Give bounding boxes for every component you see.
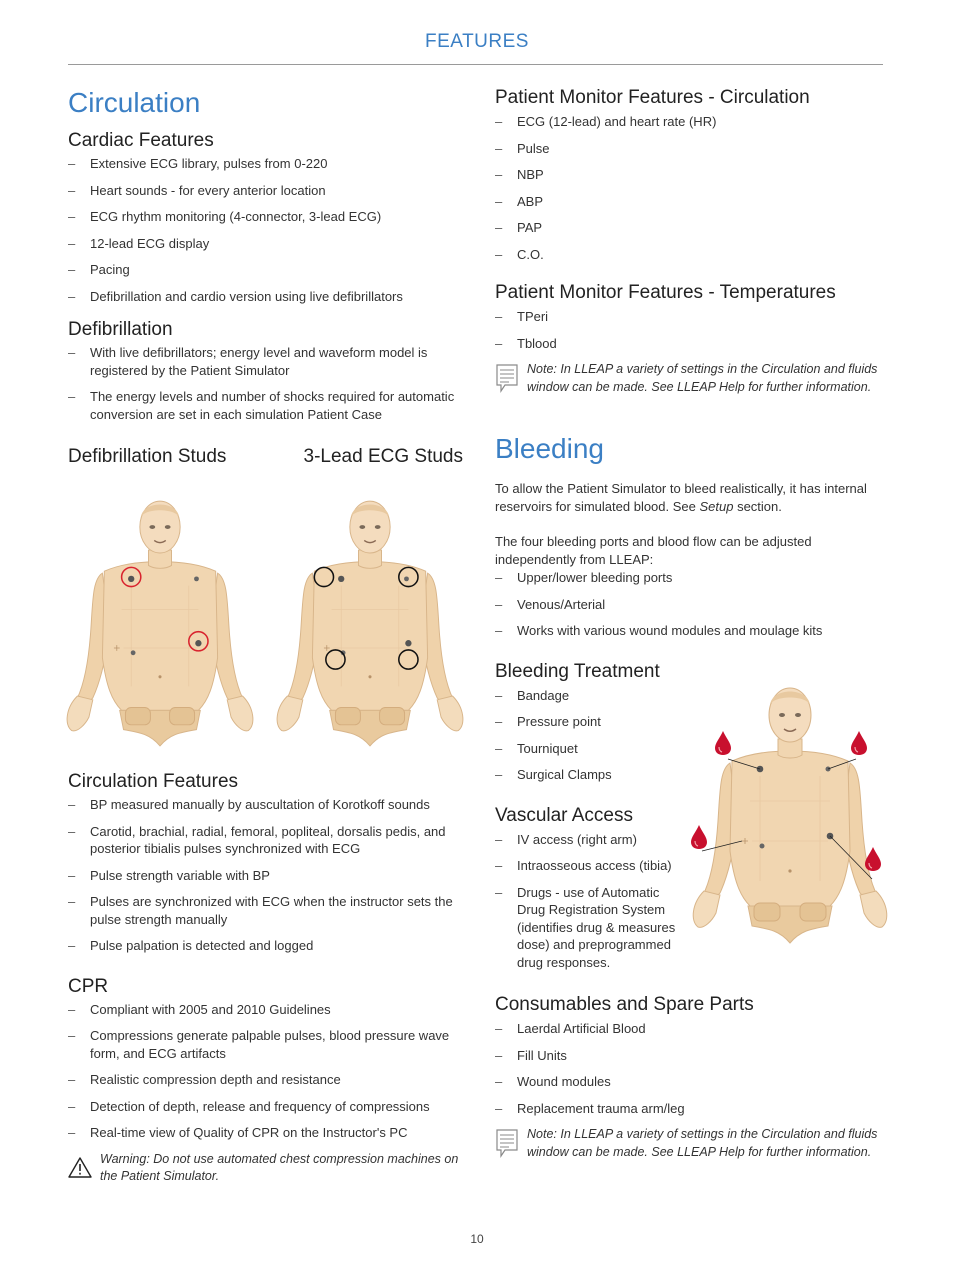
header-divider: [68, 64, 883, 65]
list-item: – With live defibrillators; energy level and waveform model is registered by the Patient Simulator: [68, 344, 463, 379]
note-icon: [495, 1128, 519, 1158]
bleeding-intro-setup: Setup: [699, 499, 734, 514]
page-number: 10: [470, 1232, 484, 1246]
list-item: – 12-lead ECG display: [68, 235, 463, 253]
defibrillation-studs-figure: [64, 488, 256, 760]
list-item: – Tourniquet: [495, 740, 885, 758]
list-item: – ABP: [495, 193, 885, 211]
list-item: – Laerdal Artificial Blood: [495, 1020, 885, 1038]
defibrillation-list: [68, 344, 463, 423]
manikin-image: [64, 488, 256, 760]
list-item: – Drugs - use of Automatic Drug Registration System (identifies drug & measures dose) and preprogrammed drug responses.: [495, 884, 680, 972]
list-item: – Heart sounds - for every anterior location: [68, 182, 463, 200]
cpr-warning: [68, 1151, 463, 1186]
monitor-note-text: Note: In LLEAP a variety of settings in the Circulation and fluids window can be made. See LLEAP Help for further information.: [527, 362, 878, 394]
bleeding-intro: [495, 480, 885, 516]
list-item: – Fill Units: [495, 1047, 885, 1065]
monitor-circulation-heading: Patient Monitor Features - Circulation: [495, 87, 810, 108]
list-item: – Pulses are synchronized with ECG when the instructor sets the pulse strength manually: [68, 893, 463, 928]
list-item: – Upper/lower bleeding ports: [495, 569, 885, 587]
list-item: – Realistic compression depth and resistance: [68, 1071, 463, 1089]
list-item: – Intraosseous access (tibia): [495, 857, 680, 875]
list-item: – BP measured manually by auscultation of Korotkoff sounds: [68, 796, 463, 814]
cpr-heading: CPR: [68, 975, 109, 997]
manikin-image: [274, 488, 466, 760]
monitor-temperatures-list: [495, 308, 885, 352]
vascular-access-heading: Vascular Access: [495, 804, 633, 826]
circulation-title: Circulation: [68, 87, 201, 118]
list-item: – Tblood: [495, 335, 885, 353]
monitor-note: [495, 361, 885, 396]
list-item: – Extensive ECG library, pulses from 0-220: [68, 155, 463, 173]
warning-text: Warning: Do not use automated chest compression machines on the Patient Simulator.: [100, 1151, 459, 1183]
bleeding-note-text: Note: In LLEAP a variety of settings in the Circulation and fluids window can be made. See LLEAP Help for further information.: [527, 1127, 878, 1159]
cardiac-features-list: [68, 155, 463, 305]
list-item: – Detection of depth, release and frequency of compressions: [68, 1098, 463, 1116]
list-item: – NBP: [495, 166, 885, 184]
circulation-features-heading: Circulation Features: [68, 771, 239, 792]
list-item: – C.O.: [495, 246, 885, 264]
note-icon: [495, 363, 519, 393]
list-item: – TPeri: [495, 308, 885, 326]
defibrillation-heading: Defibrillation: [68, 319, 173, 340]
list-item: – Works with various wound modules and moulage kits: [495, 622, 885, 640]
consumables-heading: Consumables and Spare Parts: [495, 994, 754, 1015]
list-item: – ECG (12-lead) and heart rate (HR): [495, 113, 885, 131]
list-item: – Venous/Arterial: [495, 596, 885, 614]
list-item: – Pressure point: [495, 713, 885, 731]
bleeding-treatment-heading: Bleeding Treatment: [495, 660, 660, 682]
list-item: – Pacing: [68, 261, 463, 279]
header-title: FEATURES: [425, 31, 529, 52]
blood-drop-icon: [690, 824, 708, 850]
manikin-image: [690, 680, 890, 952]
list-item: – PAP: [495, 219, 885, 237]
blood-drop-icon: [714, 730, 732, 756]
blood-drop-icon: [850, 730, 868, 756]
list-item: – Wound modules: [495, 1073, 885, 1091]
monitor-temperatures-heading: Patient Monitor Features - Temperatures: [495, 282, 836, 303]
vascular-access-list: [495, 831, 680, 972]
bleeding-note: [495, 1126, 885, 1161]
bleeding-intro-end: section.: [733, 499, 782, 514]
bleeding-ports-figure: [690, 680, 890, 952]
monitor-circulation-list: [495, 113, 885, 263]
blood-drop-icon: [864, 846, 882, 872]
list-item: – Defibrillation and cardio version using live defibrillators: [68, 288, 463, 306]
list-item: – Surgical Clamps: [495, 766, 885, 784]
warning-icon: [68, 1153, 92, 1183]
list-item: – ECG rhythm monitoring (4-connector, 3-lead ECG): [68, 208, 463, 226]
list-item: – The energy levels and number of shocks required for automatic conversion are set in each simulation Patient Case: [68, 388, 463, 423]
bleeding-intro-text: To allow the Patient Simulator to bleed realistically, it has internal reservoirs for simulated blood. See: [495, 481, 867, 514]
bleeding-ports-text: The four bleeding ports and blood flow can be adjusted independently from LLEAP:: [495, 534, 812, 567]
list-item: – Bandage: [495, 687, 885, 705]
consumables-list: [495, 1020, 885, 1117]
circulation-lower-column: [68, 770, 463, 1186]
studs-labels: [68, 445, 463, 469]
list-item: – IV access (right arm): [495, 831, 680, 849]
list-item: – Compressions generate palpable pulses, blood pressure wave form, and ECG artifacts: [68, 1027, 463, 1062]
list-item: – Compliant with 2005 and 2010 Guidelines: [68, 1001, 463, 1019]
list-item: – Pulse strength variable with BP: [68, 867, 463, 885]
defibrillation-studs-label: Defibrillation Studs: [68, 446, 227, 467]
list-item: – Replacement trauma arm/leg: [495, 1100, 885, 1118]
cardiac-features-heading: Cardiac Features: [68, 130, 214, 151]
circulation-features-list: [68, 796, 463, 955]
list-item: – Real-time view of Quality of CPR on the Instructor's PC: [68, 1124, 463, 1142]
ecg-studs-label: 3-Lead ECG Studs: [303, 446, 463, 467]
list-item: – Carotid, brachial, radial, femoral, popliteal, dorsalis pedis, and posterior tibialis pulses synchronized with ECG: [68, 823, 463, 858]
list-item: – Pulse palpation is detected and logged: [68, 937, 463, 955]
circulation-column: [68, 84, 463, 469]
list-item: – Pulse: [495, 140, 885, 158]
cpr-list: [68, 1001, 463, 1142]
monitor-column: [495, 84, 885, 1161]
bleeding-title: Bleeding: [495, 433, 604, 464]
ecg-studs-figure: [274, 488, 466, 760]
bleeding-ports-list: [495, 569, 885, 640]
